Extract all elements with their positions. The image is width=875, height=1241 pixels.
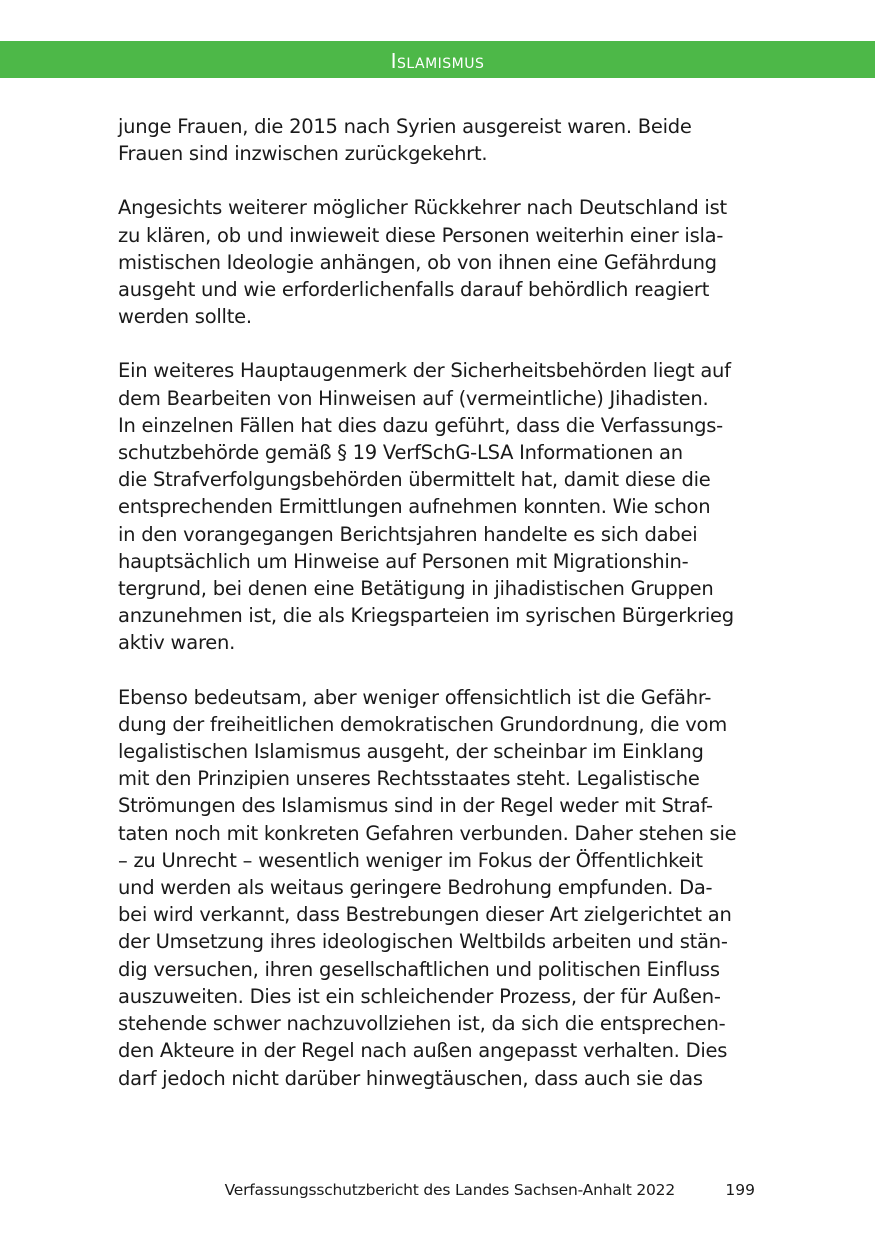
text-line: darf jedoch nicht darüber hinwegtäuschen, dass auch sie das — [118, 1066, 703, 1090]
text-line: mistischen Ideologie anhängen, ob von ihnen eine Gefährdung — [118, 250, 717, 274]
text-line: dung der freiheitlichen demokratischen Grundordnung, die vom — [118, 712, 727, 736]
text-line: und werden als weitaus geringere Bedrohung empfunden. Da- — [118, 876, 713, 900]
text-line: zu klären, ob und inwieweit diese Personen weiterhin einer isla- — [118, 223, 724, 247]
text-line: mit den Prinzipien unseres Rechtsstaates steht. Legalistische — [118, 767, 700, 791]
text-line: dem Bearbeiten von Hinweisen auf (vermeintliche) Jihadisten. — [118, 386, 709, 410]
page-number: 199 — [725, 1181, 755, 1199]
text-line: der Umsetzung ihres ideologischen Weltbilds arbeiten und stän- — [118, 930, 728, 954]
text-line: dig versuchen, ihren gesellschaftlichen und politischen Einfluss — [118, 957, 720, 981]
text-line: In einzelnen Fällen hat dies dazu geführt, dass die Verfassungs- — [118, 413, 723, 437]
text-line: Strömungen des Islamismus sind in der Regel weder mit Straf- — [118, 794, 713, 818]
text-line: Ebenso bedeutsam, aber weniger offensichtlich ist die Gefähr- — [118, 685, 712, 709]
text-line: bei wird verkannt, dass Bestrebungen dieser Art zielgerichtet an — [118, 903, 732, 927]
text-line: entsprechenden Ermittlungen aufnehmen konnten. Wie schon — [118, 495, 711, 519]
text-line: legalistischen Islamismus ausgeht, der scheinbar im Einklang — [118, 740, 704, 764]
text-line: ausgeht und wie erforderlichenfalls darauf behördlich reagiert — [118, 278, 710, 302]
text-line: den Akteure in der Regel nach außen angepasst verhalten. Dies — [118, 1039, 728, 1063]
text-line: tergrund, bei denen eine Betätigung in jihadistischen Gruppen — [118, 577, 714, 601]
paragraph — [118, 194, 763, 330]
text-line: in den vorangegangen Berichtsjahren handelte es sich dabei — [118, 522, 698, 546]
text-line: die Strafverfolgungsbehörden übermittelt hat, damit diese die — [118, 468, 711, 492]
text-line: hauptsächlich um Hinweise auf Personen mit Migrationshin- — [118, 549, 689, 573]
paragraph — [118, 113, 763, 167]
paragraph — [118, 357, 763, 656]
text-line: aktiv waren. — [118, 631, 236, 655]
text-line: anzunehmen ist, die als Kriegsparteien im syrischen Bürgerkrieg — [118, 604, 734, 628]
body-text — [118, 113, 763, 1119]
section-header-bar — [0, 41, 875, 78]
text-line: Frauen sind inzwischen zurückgekehrt. — [118, 142, 488, 166]
text-line: stehende schwer nachzuvollziehen ist, da sich die entsprechen- — [118, 1012, 726, 1036]
section-title: Islamismus — [390, 49, 485, 73]
text-line: auszuweiten. Dies ist ein schleichender Prozess, der für Außen- — [118, 984, 721, 1008]
text-line: junge Frauen, die 2015 nach Syrien ausgereist waren. Beide — [118, 115, 692, 138]
text-line: schutzbehörde gemäß § 19 VerfSchG-LSA Informationen an — [118, 441, 683, 465]
page-footer — [0, 1181, 875, 1205]
text-line: – zu Unrecht – wesentlich weniger im Fokus der Öffentlichkeit — [118, 848, 703, 872]
text-line: taten noch mit konkreten Gefahren verbunden. Daher stehen sie — [118, 821, 737, 845]
footer-publication-title: Verfassungsschutzbericht des Landes Sachsen-Anhalt 2022 — [224, 1181, 675, 1199]
text-line: Ein weiteres Hauptaugenmerk der Sicherheitsbehörden liegt auf — [118, 359, 731, 383]
text-line: werden sollte. — [118, 305, 252, 329]
paragraph — [118, 684, 763, 1092]
text-line: Angesichts weiterer möglicher Rückkehrer nach Deutschland ist — [118, 196, 727, 220]
